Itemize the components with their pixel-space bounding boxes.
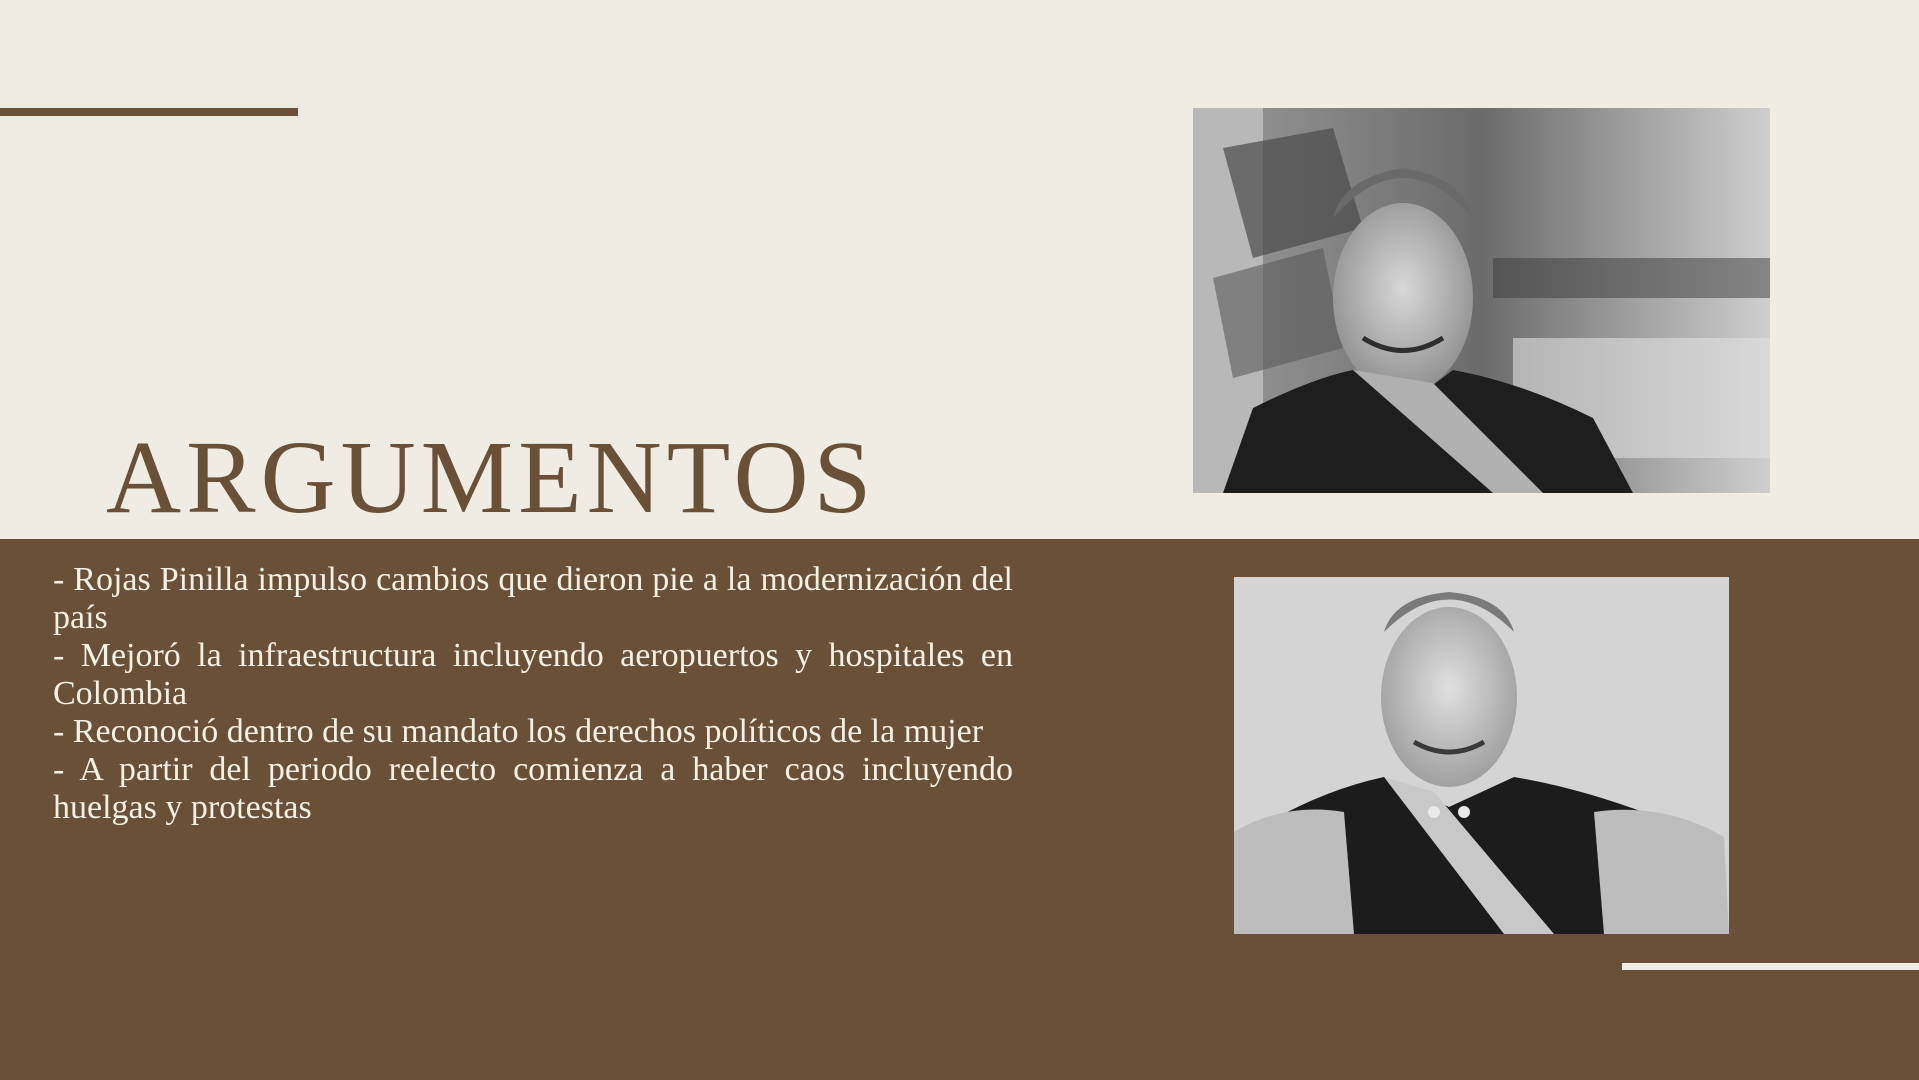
bullet-list bbox=[53, 561, 1013, 827]
bullet-item: - Rojas Pinilla impulso cambios que dieron pie a la modernización del país bbox=[53, 561, 1013, 636]
portrait-photo-2-image bbox=[1234, 577, 1729, 934]
accent-line-top bbox=[0, 108, 298, 116]
slide-title: ARGUMENTOS bbox=[106, 420, 877, 535]
portrait-photo-1 bbox=[1193, 108, 1770, 493]
accent-line-bottom bbox=[1622, 963, 1919, 970]
bullet-item: - Mejoró la infraestructura incluyendo aeropuertos y hospitales en Colombia bbox=[53, 637, 1013, 712]
portrait-photo-2 bbox=[1234, 577, 1729, 934]
bullet-item: - Reconoció dentro de su mandato los derechos políticos de la mujer bbox=[53, 713, 984, 750]
bullet-item: - A partir del periodo reelecto comienza a haber caos incluyendo huelgas y protestas bbox=[53, 751, 1013, 826]
portrait-photo-1-image bbox=[1193, 108, 1770, 493]
